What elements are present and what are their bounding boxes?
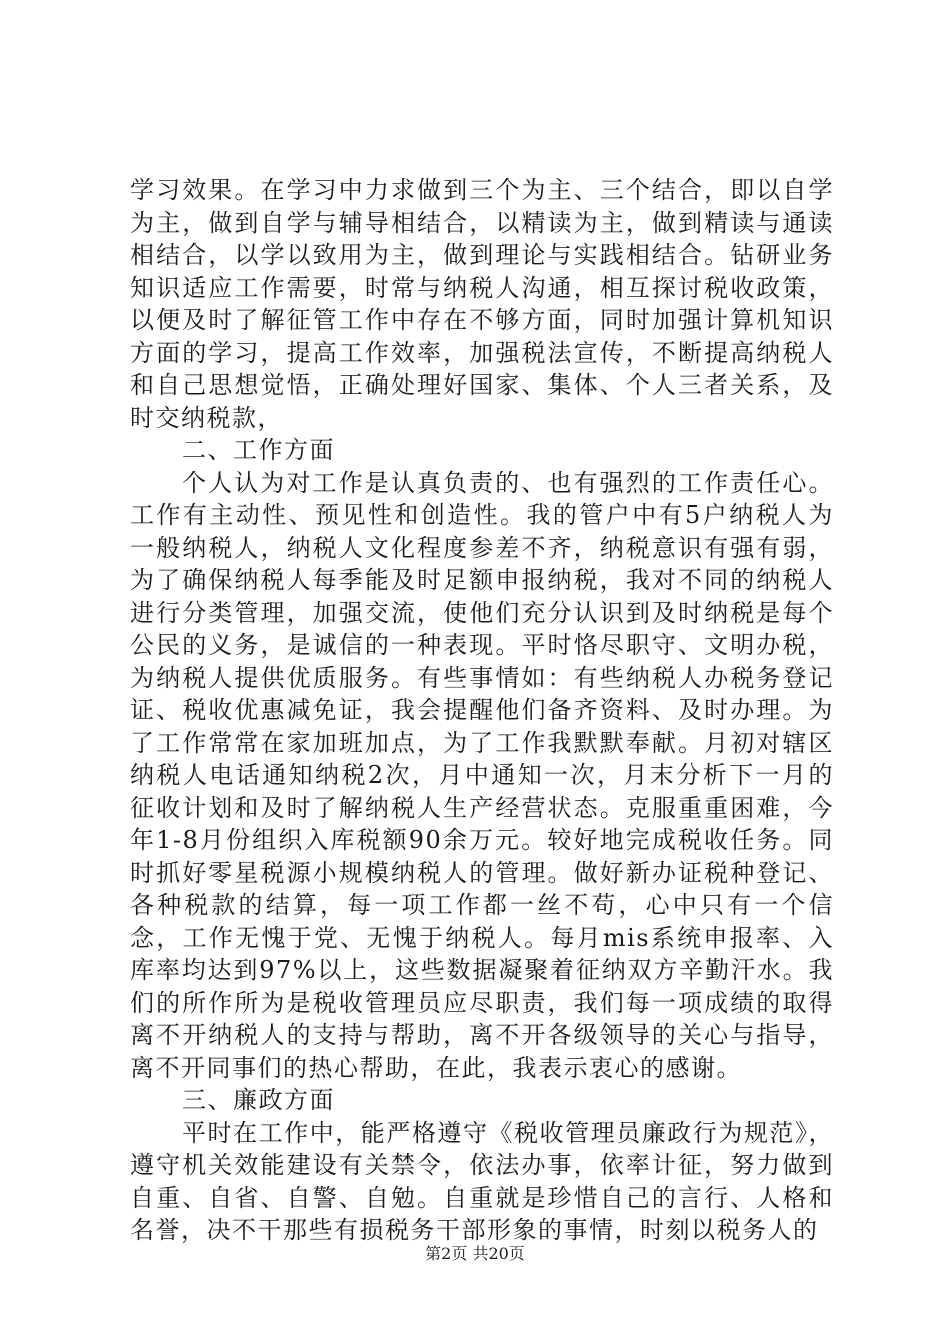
page-footer: 第2页 共20页 bbox=[425, 1244, 525, 1263]
paragraph-study: 学习效果。在学习中力求做到三个为主、三个结合，即以自学为主，做到自学与辅导相结合，以精读为主，做到精读与通读相结合，以学以致用为主，做到理论与实践相结合。钻研业务知识适应工作需要，时常与纳税人沟通，相互探讨税收政策，以便及时了解征管工作中存在不够方面，同时加强计算机知识方面的学习，提高工作效率，加强税法宣传，不断提高纳税人和自己思想觉悟，正确处理好国家、集体、个人三者关系，及时交纳税款， bbox=[130, 176, 834, 432]
document-body bbox=[130, 174, 834, 1247]
section-heading-integrity: 三、廉政方面 bbox=[182, 1086, 335, 1114]
paragraph-work: 个人认为对工作是认真负责的、也有强烈的工作责任心。工作有主动性、预见性和创造性。我的管户中有5户纳税人为一般纳税人，纳税人文化程度参差不齐，纳税意识有强有弱，为了确保纳税人每季能及时足额申报纳税，我对不同的纳税人进行分类管理，加强交流，使他们充分认识到及时纳税是每个公民的义务，是诚信的一种表现。平时恪尽职守、文明办税，为纳税人提供优质服务。有些事情如：有些纳税人办税务登记证、税收优惠减免证，我会提醒他们备齐资料、及时办理。为了工作常常在家加班加点，为了工作我默默奉献。月初对辖区纳税人电话通知纳税2次，月中通知一次，月末分析下一月的征收计划和及时了解纳税人生产经营状态。克服重重困难，今年1-8月份组织入库税额90余万元。较好地完成税收任务。同时抓好零星税源小规模纳税人的管理。做好新办证税种登记、各种税款的结算，每一项工作都一丝不苟，心中只有一个信念，工作无愧于党、无愧于纳税人。每月mis系统申报率、入库率均达到97%以上，这些数据凝聚着征纳双方辛勤汗水。我们的所作所为是税收管理员应尽职责，我们每一项成绩的取得离不开纳税人的支持与帮助，离不开各级领导的关心与指导，离不开同事们的热心帮助，在此，我表示衷心的感谢。 bbox=[130, 468, 834, 1082]
paragraph-integrity: 平时在工作中，能严格遵守《税收管理员廉政行为规范》，遵守机关效能建设有关禁令，依法办事，依率计征，努力做到自重、自省、自警、自勉。自重就是珍惜自己的言行、人格和名誉，决不干那些有损税务干部形象的事情，时刻以税务人的 bbox=[130, 1118, 834, 1244]
section-heading-work: 二、工作方面 bbox=[182, 436, 335, 464]
